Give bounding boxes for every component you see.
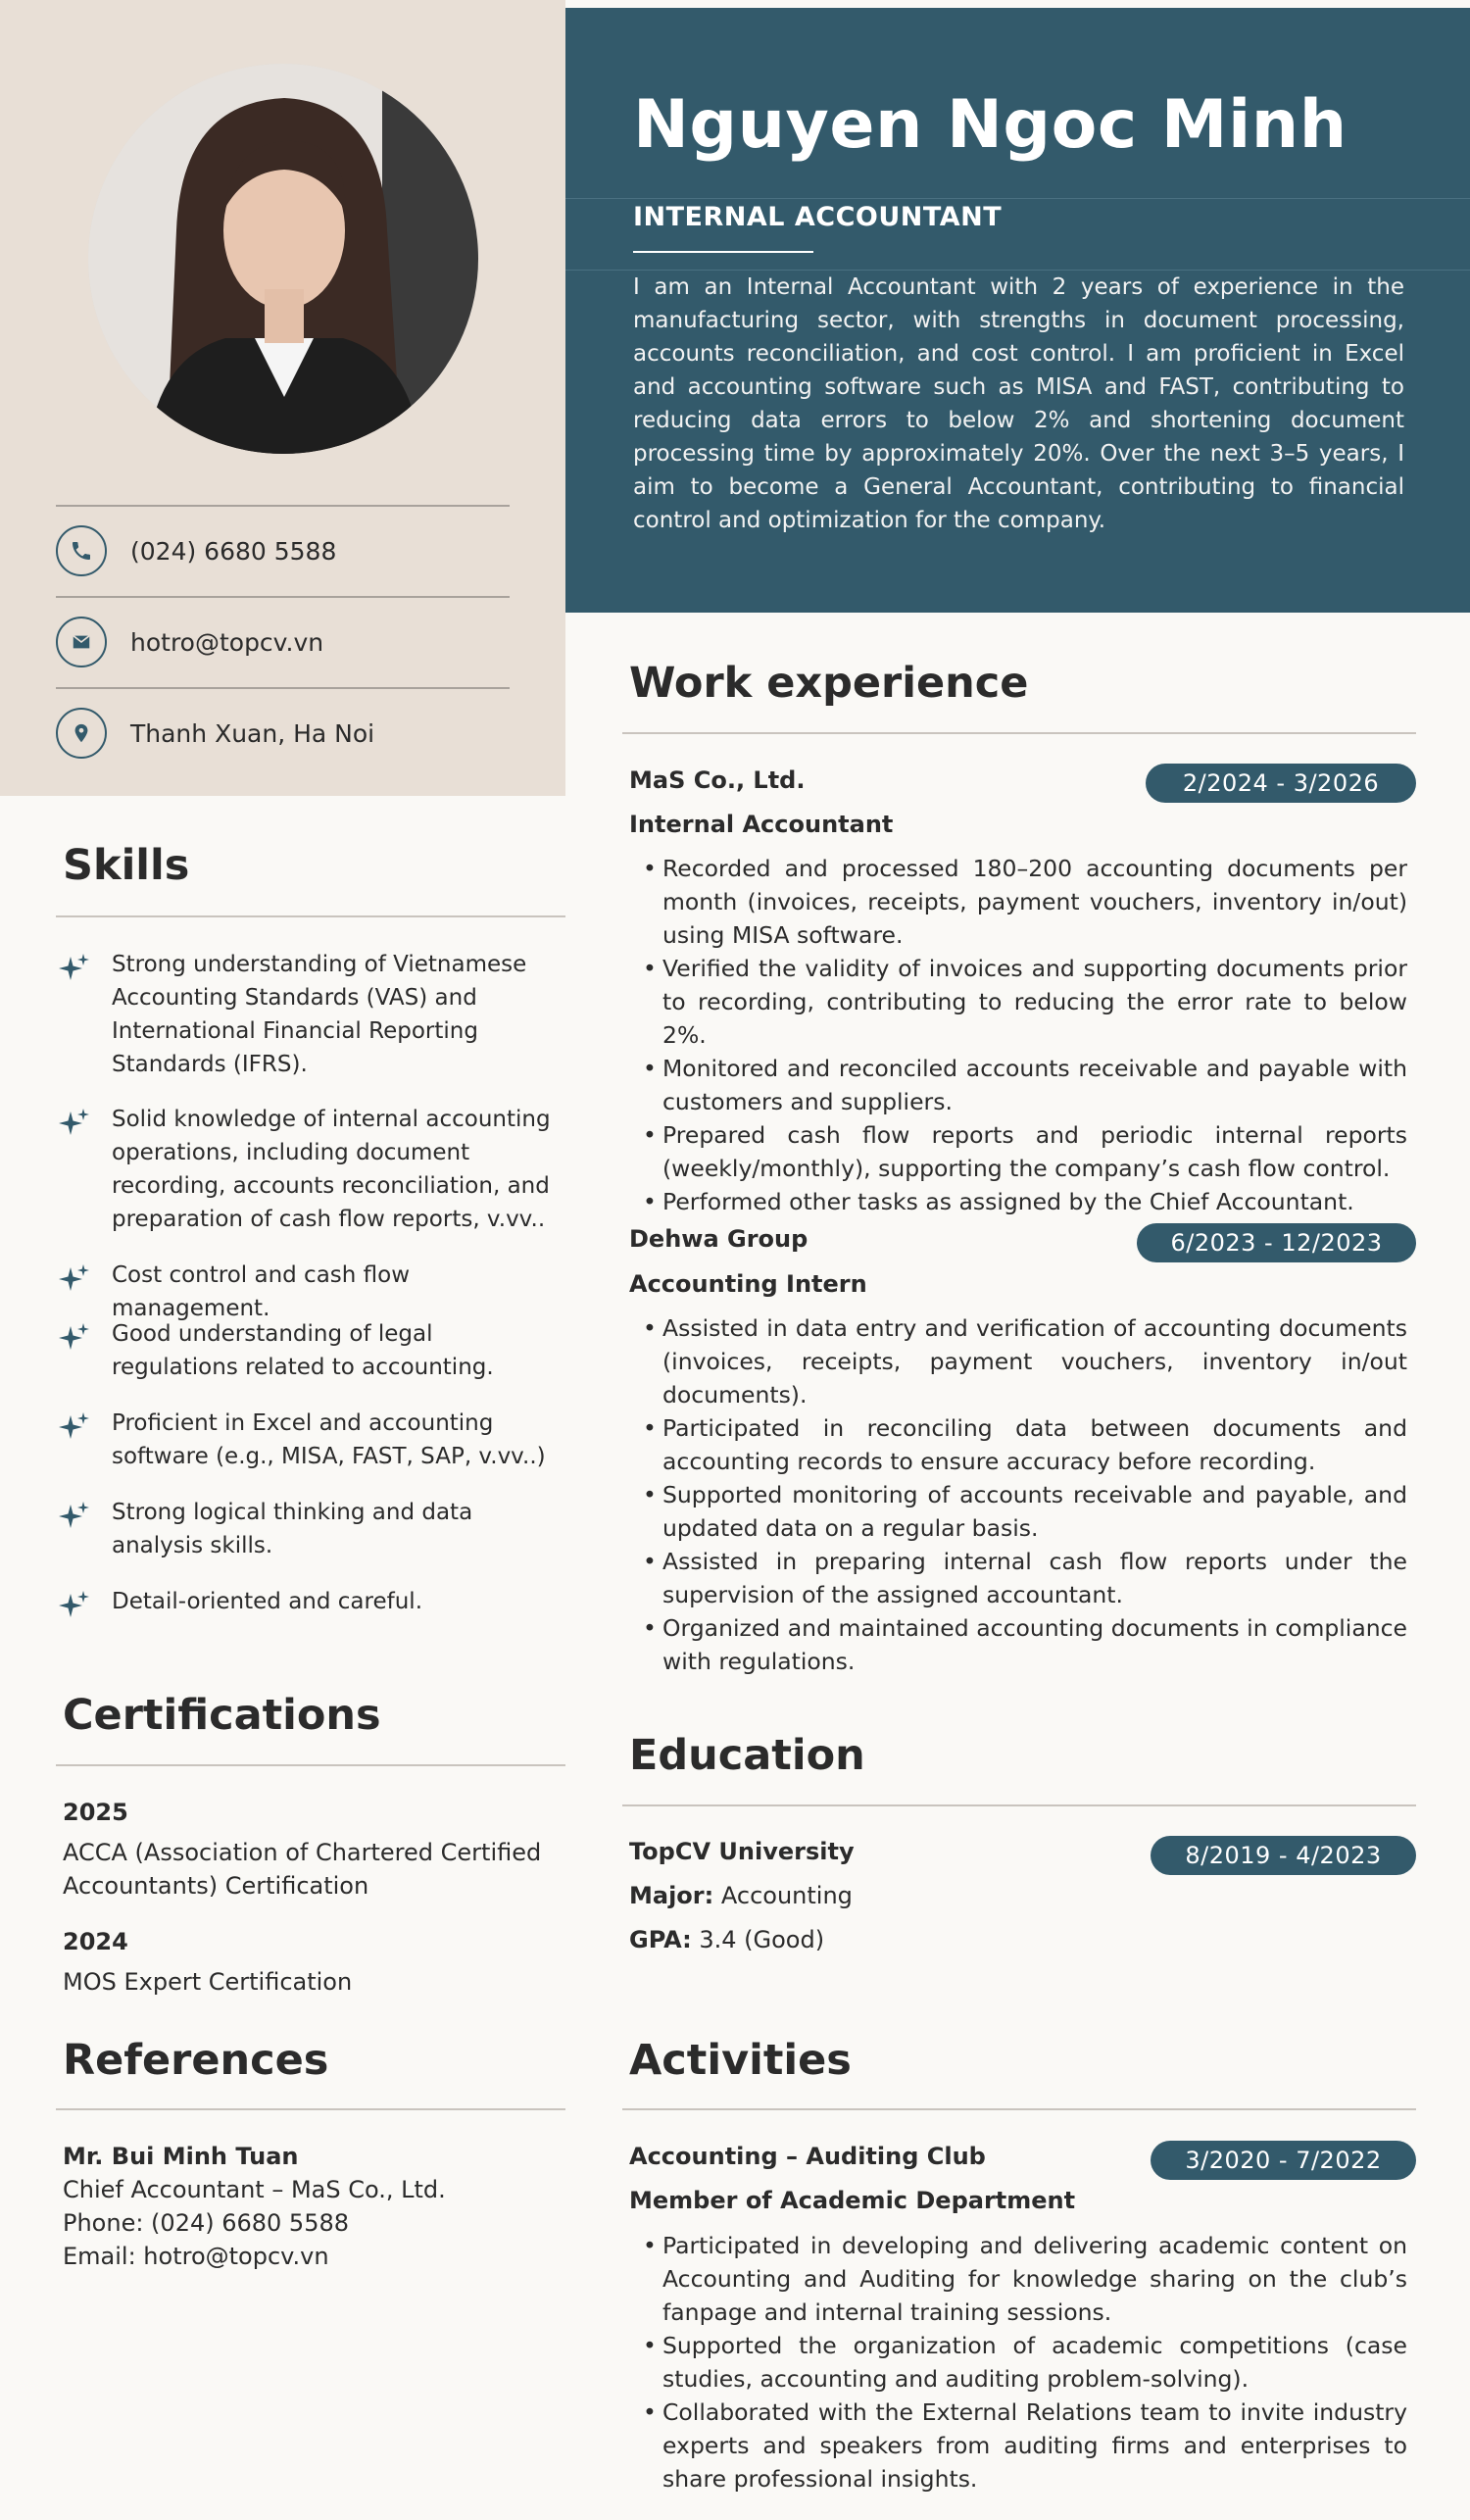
major-label: Major: [629, 1882, 714, 1909]
profile-summary: I am an Internal Accountant with 2 years of experience in the manufacturing sector, with strengths in document processing, accounts reconciliation, and cost control. I am proficient in Excel and accounting software such as MISA and FAST, contributing to reducing data errors to below 2% and shortening document processing time by approximately 20%. Over the next 3–5 years, I aim to become a General Accountant, contributing to financial control and optimization for the company. [633, 274, 1404, 533]
bullet-item: • Prepared cash flow reports and periodic internal reports (weekly/monthly), supporting the company’s cash flow control. [643, 1118, 1407, 1185]
work-divider [622, 732, 1416, 734]
job-date-range: 6/2023 - 12/2023 [1137, 1223, 1416, 1262]
contact-phone [56, 525, 510, 576]
contact-divider [56, 596, 510, 598]
skill-item [59, 1496, 559, 1562]
cert-year: 2024 [63, 1928, 128, 1955]
skills-divider [56, 915, 565, 917]
gpa-value: 3.4 (Good) [699, 1926, 825, 1953]
certifications-divider [56, 1764, 565, 1766]
education-school: TopCV University [629, 1838, 855, 1865]
map-pin-icon [56, 708, 107, 759]
contact-email [56, 617, 510, 667]
skills-heading: Skills [63, 841, 190, 890]
education-divider [622, 1804, 1416, 1806]
skill-item [59, 1103, 559, 1236]
activity-organization: Accounting – Auditing Club [629, 2143, 986, 2170]
candidate-name: Nguyen Ngoc Minh [633, 86, 1348, 164]
cert-name: ACCA (Association of Chartered Certified Accountants) Certification [63, 1839, 542, 1900]
job-date-range: 2/2024 - 3/2026 [1146, 764, 1416, 803]
bullet-item: • Participated in developing and delivering academic content on Accounting and Auditing for knowledge sharing on the club’s fanpage and internal training sessions. [643, 2229, 1407, 2329]
job-company: Dehwa Group [629, 1225, 808, 1253]
education-gpa [629, 1926, 824, 1953]
bullet-item: • Participated in reconciling data between documents and accounting records to ensure accuracy before recording. [643, 1411, 1407, 1478]
skill-item [59, 1585, 559, 1621]
major-value: Accounting [720, 1882, 853, 1909]
sparkle-icon [59, 1263, 90, 1295]
reference-phone: Phone: (024) 6680 5588 [63, 2209, 350, 2237]
job-bullets [643, 1311, 1407, 1678]
profile-photo [88, 64, 478, 454]
skill-text: Good understanding of legal regulations related to accounting. [112, 1321, 494, 1380]
education-heading: Education [629, 1731, 865, 1780]
phone-icon [56, 525, 107, 576]
work-experience-heading: Work experience [629, 659, 1029, 708]
sparkle-icon [59, 953, 90, 984]
skill-text: Strong logical thinking and data analysis skills. [112, 1500, 473, 1558]
reference-position: Chief Accountant – MaS Co., Ltd. [63, 2176, 446, 2203]
envelope-icon [56, 617, 107, 667]
location: Thanh Xuan, Ha Noi [130, 718, 375, 748]
bullet-item: • Organized and maintained accounting documents in compliance with regulations. [643, 1611, 1407, 1678]
job-title: INTERNAL ACCOUNTANT [633, 202, 1003, 232]
cert-name: MOS Expert Certification [63, 1968, 353, 1996]
sparkle-icon [59, 1411, 90, 1443]
bullet-item: • Verified the validity of invoices and supporting documents prior to recording, contributing to reducing the error rate to below 2%. [643, 952, 1407, 1052]
job-title-underline [633, 251, 813, 253]
skill-text: Cost control and cash flow management. [112, 1262, 411, 1321]
bullet-item: • Supported the organization of academic competitions (case studies, accounting and auditing problem-solving). [643, 2329, 1407, 2396]
activities-divider [622, 2108, 1416, 2110]
education-date-range: 8/2019 - 4/2023 [1151, 1836, 1416, 1875]
skill-item [59, 1407, 559, 1473]
skill-text: Strong understanding of Vietnamese Accounting Standards (VAS) and International Financial Reporting Standards (IFRS). [112, 952, 527, 1077]
job-bullets [643, 852, 1407, 1218]
bullet-item: • Recorded and processed 180–200 accounting documents per month (invoices, receipts, payment vouchers, inventory in/out) using MISA software. [643, 852, 1407, 952]
bullet-item: • Monitored and reconciled accounts receivable and payable with customers and suppliers. [643, 1052, 1407, 1118]
education-major [629, 1882, 853, 1909]
activity-role: Member of Academic Department [629, 2187, 1076, 2214]
bullet-item: • Assisted in data entry and verification of accounting documents (invoices, receipts, payment vouchers, inventory in/out documents). [643, 1311, 1407, 1411]
references-divider [56, 2108, 565, 2110]
activities-heading: Activities [629, 2036, 852, 2085]
skill-item [59, 1317, 559, 1384]
bullet-item: • Assisted in preparing internal cash flow reports under the supervision of the assigned accountant. [643, 1545, 1407, 1611]
job-role: Accounting Intern [629, 1270, 867, 1298]
bullet-item: • Performed other tasks as assigned by the Chief Accountant. [643, 1185, 1407, 1218]
job-role: Internal Accountant [629, 811, 894, 838]
skill-text: Proficient in Excel and accounting software (e.g., MISA, FAST, SAP, v.vv..) [112, 1410, 546, 1469]
sparkle-icon [59, 1108, 90, 1139]
bullet-item: • Collaborated with the External Relations team to invite industry experts and speakers from auditing firms and enterprises to share professional insights. [643, 2396, 1407, 2495]
phone-number: (024) 6680 5588 [130, 536, 337, 566]
sparkle-icon [59, 1501, 90, 1532]
contact-divider [56, 687, 510, 689]
contact-divider [56, 505, 510, 507]
activity-bullets [643, 2229, 1407, 2495]
bullet-item: • Supported monitoring of accounts receivable and payable, and updated data on a regular basis. [643, 1478, 1407, 1545]
sparkle-icon [59, 1590, 90, 1621]
contact-location [56, 708, 510, 759]
skill-item [59, 1259, 559, 1325]
skill-text: Solid knowledge of internal accounting operations, including document recording, accounts reconciliation, and preparation of cash flow reports, v.vv.. [112, 1107, 551, 1232]
cert-year: 2025 [63, 1799, 128, 1826]
reference-email: Email: hotro@topcv.vn [63, 2243, 329, 2270]
job-company: MaS Co., Ltd. [629, 766, 806, 794]
references-heading: References [63, 2036, 329, 2085]
email-address: hotro@topcv.vn [130, 627, 324, 657]
certifications-heading: Certifications [63, 1691, 381, 1740]
sparkle-icon [59, 1322, 90, 1354]
skill-text: Detail-oriented and careful. [112, 1589, 423, 1614]
reference-name: Mr. Bui Minh Tuan [63, 2143, 299, 2170]
skill-item [59, 948, 559, 1081]
activity-date-range: 3/2020 - 7/2022 [1151, 2141, 1416, 2180]
gpa-label: GPA: [629, 1926, 692, 1953]
